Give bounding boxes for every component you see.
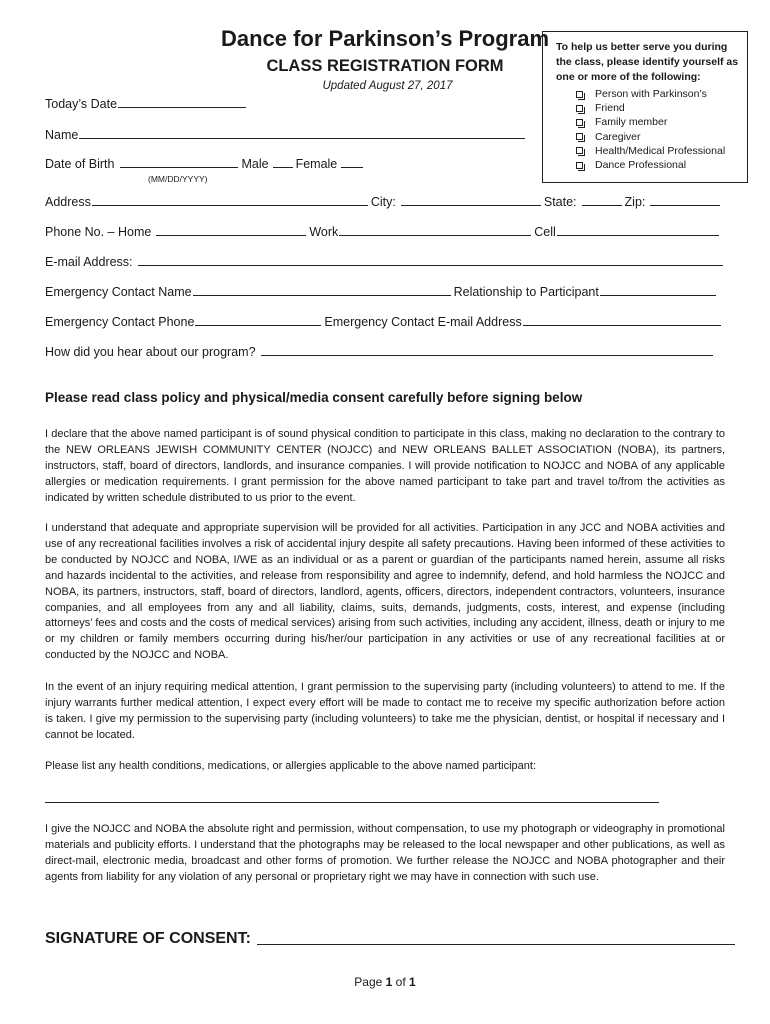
checkbox-icon[interactable]: [576, 133, 583, 140]
option-friend[interactable]: Friend: [556, 101, 739, 115]
male-field[interactable]: [273, 155, 293, 168]
hear-about-field[interactable]: [261, 343, 713, 356]
state-field[interactable]: [582, 193, 622, 206]
work-phone-field[interactable]: [339, 223, 531, 236]
dob-field[interactable]: [120, 155, 238, 168]
emergency-phone-row: [45, 313, 724, 329]
option-health-professional[interactable]: Health/Medical Professional: [556, 144, 739, 158]
checkbox-icon[interactable]: [576, 105, 583, 112]
checkbox-icon[interactable]: [576, 119, 583, 126]
todays-date-field[interactable]: [118, 95, 246, 108]
signature-field[interactable]: [257, 928, 735, 945]
emergency-email-field[interactable]: [523, 313, 721, 326]
emergency-name-row: [45, 283, 719, 299]
todays-date-label: Today’s Date: [45, 97, 118, 111]
phone-row: [45, 223, 722, 239]
option-dance-professional[interactable]: Dance Professional: [556, 158, 739, 172]
male-label: Male: [241, 157, 269, 171]
emergency-phone-label: Emergency Contact Phone: [45, 315, 195, 329]
zip-field[interactable]: [650, 193, 720, 206]
policy-paragraph-3: In the event of an injury requiring medical attention, I grant permission to the supervising party (including volunteers) to attend to me. If the injury warrants further medical attention, I expect every effort will be made to contact me to receive my specific authorization before action is taken. I give my permission to the supervising party (including volunteers) to take me the physician, dentist, or hospital if necessary and I cannot be located.: [45, 681, 725, 741]
cell-label: Cell: [534, 225, 556, 239]
form-title: Dance for Parkinson’s Program: [220, 26, 550, 51]
updated-date: Updated August 27, 2017: [322, 80, 453, 92]
checkbox-icon[interactable]: [576, 147, 583, 154]
dob-format-hint: (MM/DD/YYYY): [148, 174, 208, 184]
address-field[interactable]: [92, 193, 368, 206]
female-label: Female: [295, 157, 338, 171]
signature-row: [45, 928, 738, 948]
checkbox-icon[interactable]: [576, 162, 583, 169]
page-number: Page 1 of 1: [354, 975, 416, 989]
phone-home-field[interactable]: [156, 223, 306, 236]
address-row: [45, 193, 723, 209]
option-caregiver[interactable]: Caregiver: [556, 130, 739, 144]
hear-about-label: How did you hear about our program?: [45, 345, 256, 359]
address-label: Address: [45, 195, 91, 209]
form-subtitle: CLASS REGISTRATION FORM: [266, 57, 504, 75]
name-label: Name: [45, 128, 79, 142]
city-field[interactable]: [401, 193, 541, 206]
identify-heading: To help us better serve you during the class, please identify yourself as one or more of the following:: [556, 41, 739, 83]
identify-options: [556, 87, 739, 172]
email-row: [45, 253, 726, 269]
phone-home-label: Phone No. – Home: [45, 225, 152, 239]
policy-paragraph-1: I declare that the above named participant is of sound physical condition to participate in this class, making no declaration to the contrary to the NEW ORLEANS JEWISH COMMUNITY CENTER (NOJCC) and NEW ORLEANS BALLET ASSOCIATION (NOBA), its partners, instructors, staff, board of directors, landlords, and insurance companies. I will provide notification to NOJCC and NOBA of any applicable allergies or medication requirements. I grant permission for the above named participant to take part and travel to/from the activities as indicated by written schedule distributed to us prior to the event.: [45, 428, 725, 504]
emergency-phone-field[interactable]: [195, 313, 321, 326]
emergency-name-field[interactable]: [193, 283, 451, 296]
relationship-field[interactable]: [600, 283, 716, 296]
email-label: E-mail Address:: [45, 255, 133, 269]
identify-box: [542, 31, 748, 183]
work-label: Work: [309, 225, 339, 239]
signature-label: SIGNATURE OF CONSENT:: [45, 930, 251, 947]
checkbox-icon[interactable]: [576, 91, 583, 98]
emergency-name-label: Emergency Contact Name: [45, 285, 192, 299]
todays-date-row: [45, 95, 249, 111]
emergency-email-label: Emergency Contact E-mail Address: [324, 315, 522, 329]
relationship-label: Relationship to Participant: [453, 285, 599, 299]
city-label: City:: [370, 195, 396, 209]
policy-paragraph-2: I understand that adequate and appropriate supervision will be provided for all activities. Participation in any JCC and NOBA activities and use of any recreational facilities involves a risk of accidental injury despite all safety precautions. Having been informed of these activities to be conducted by NOJCC and NOBA, I/WE as an individual or as a parent or guardian of the participants named herein, assume all risks and hazards incidental to the activities, and release from responsibility and agree to indemnify, defend, and hold harmless the NOJCC and NOBA, its partners, instructors, staff, board of directors, landlord, agents, officers, directors, independent contractors, volunteers, insurance companies, and all employees from any and all liability, claims, suits, demands, judgments, costs, interest, and expense (including attorneys’ fees and costs and the costs of medical services) arising from such activities, including any accident, illness, death or injury to me or my children or family members occurring during his/her/our participation in any activities or use of any recreational facilities at or conducted by the NOJCC and NOBA.: [45, 522, 725, 662]
option-family-member[interactable]: Family member: [556, 115, 739, 129]
health-conditions-prompt: Please list any health conditions, medications, or allergies applicable to the above named participant:: [45, 760, 537, 772]
name-row: [45, 126, 528, 142]
health-conditions-field[interactable]: [45, 802, 659, 803]
option-person-with-parkinsons[interactable]: Person with Parkinson’s: [556, 87, 739, 101]
female-field[interactable]: [341, 155, 363, 168]
zip-label: Zip:: [624, 195, 646, 209]
dob-row: [45, 155, 366, 171]
hear-about-row: [45, 343, 716, 359]
dob-label: Date of Birth: [45, 157, 115, 171]
cell-phone-field[interactable]: [557, 223, 719, 236]
policy-heading: Please read class policy and physical/media consent carefully before signing below: [45, 390, 583, 405]
media-consent-paragraph: I give the NOJCC and NOBA the absolute right and permission, without compensation, to use my photograph or videography in promotional materials and publicity efforts. I understand that the photographs may be released to the local newspaper and other publications, as well as direct-mail, electronic media, broadcast and other forms of promotion. We further release the NOJCC and NOBA photographer and their agents from liability for any violation of any personal or proprietary right we may have in connection with such use.: [45, 823, 725, 883]
state-label: State:: [543, 195, 577, 209]
email-field[interactable]: [138, 253, 723, 266]
name-field[interactable]: [79, 126, 525, 139]
